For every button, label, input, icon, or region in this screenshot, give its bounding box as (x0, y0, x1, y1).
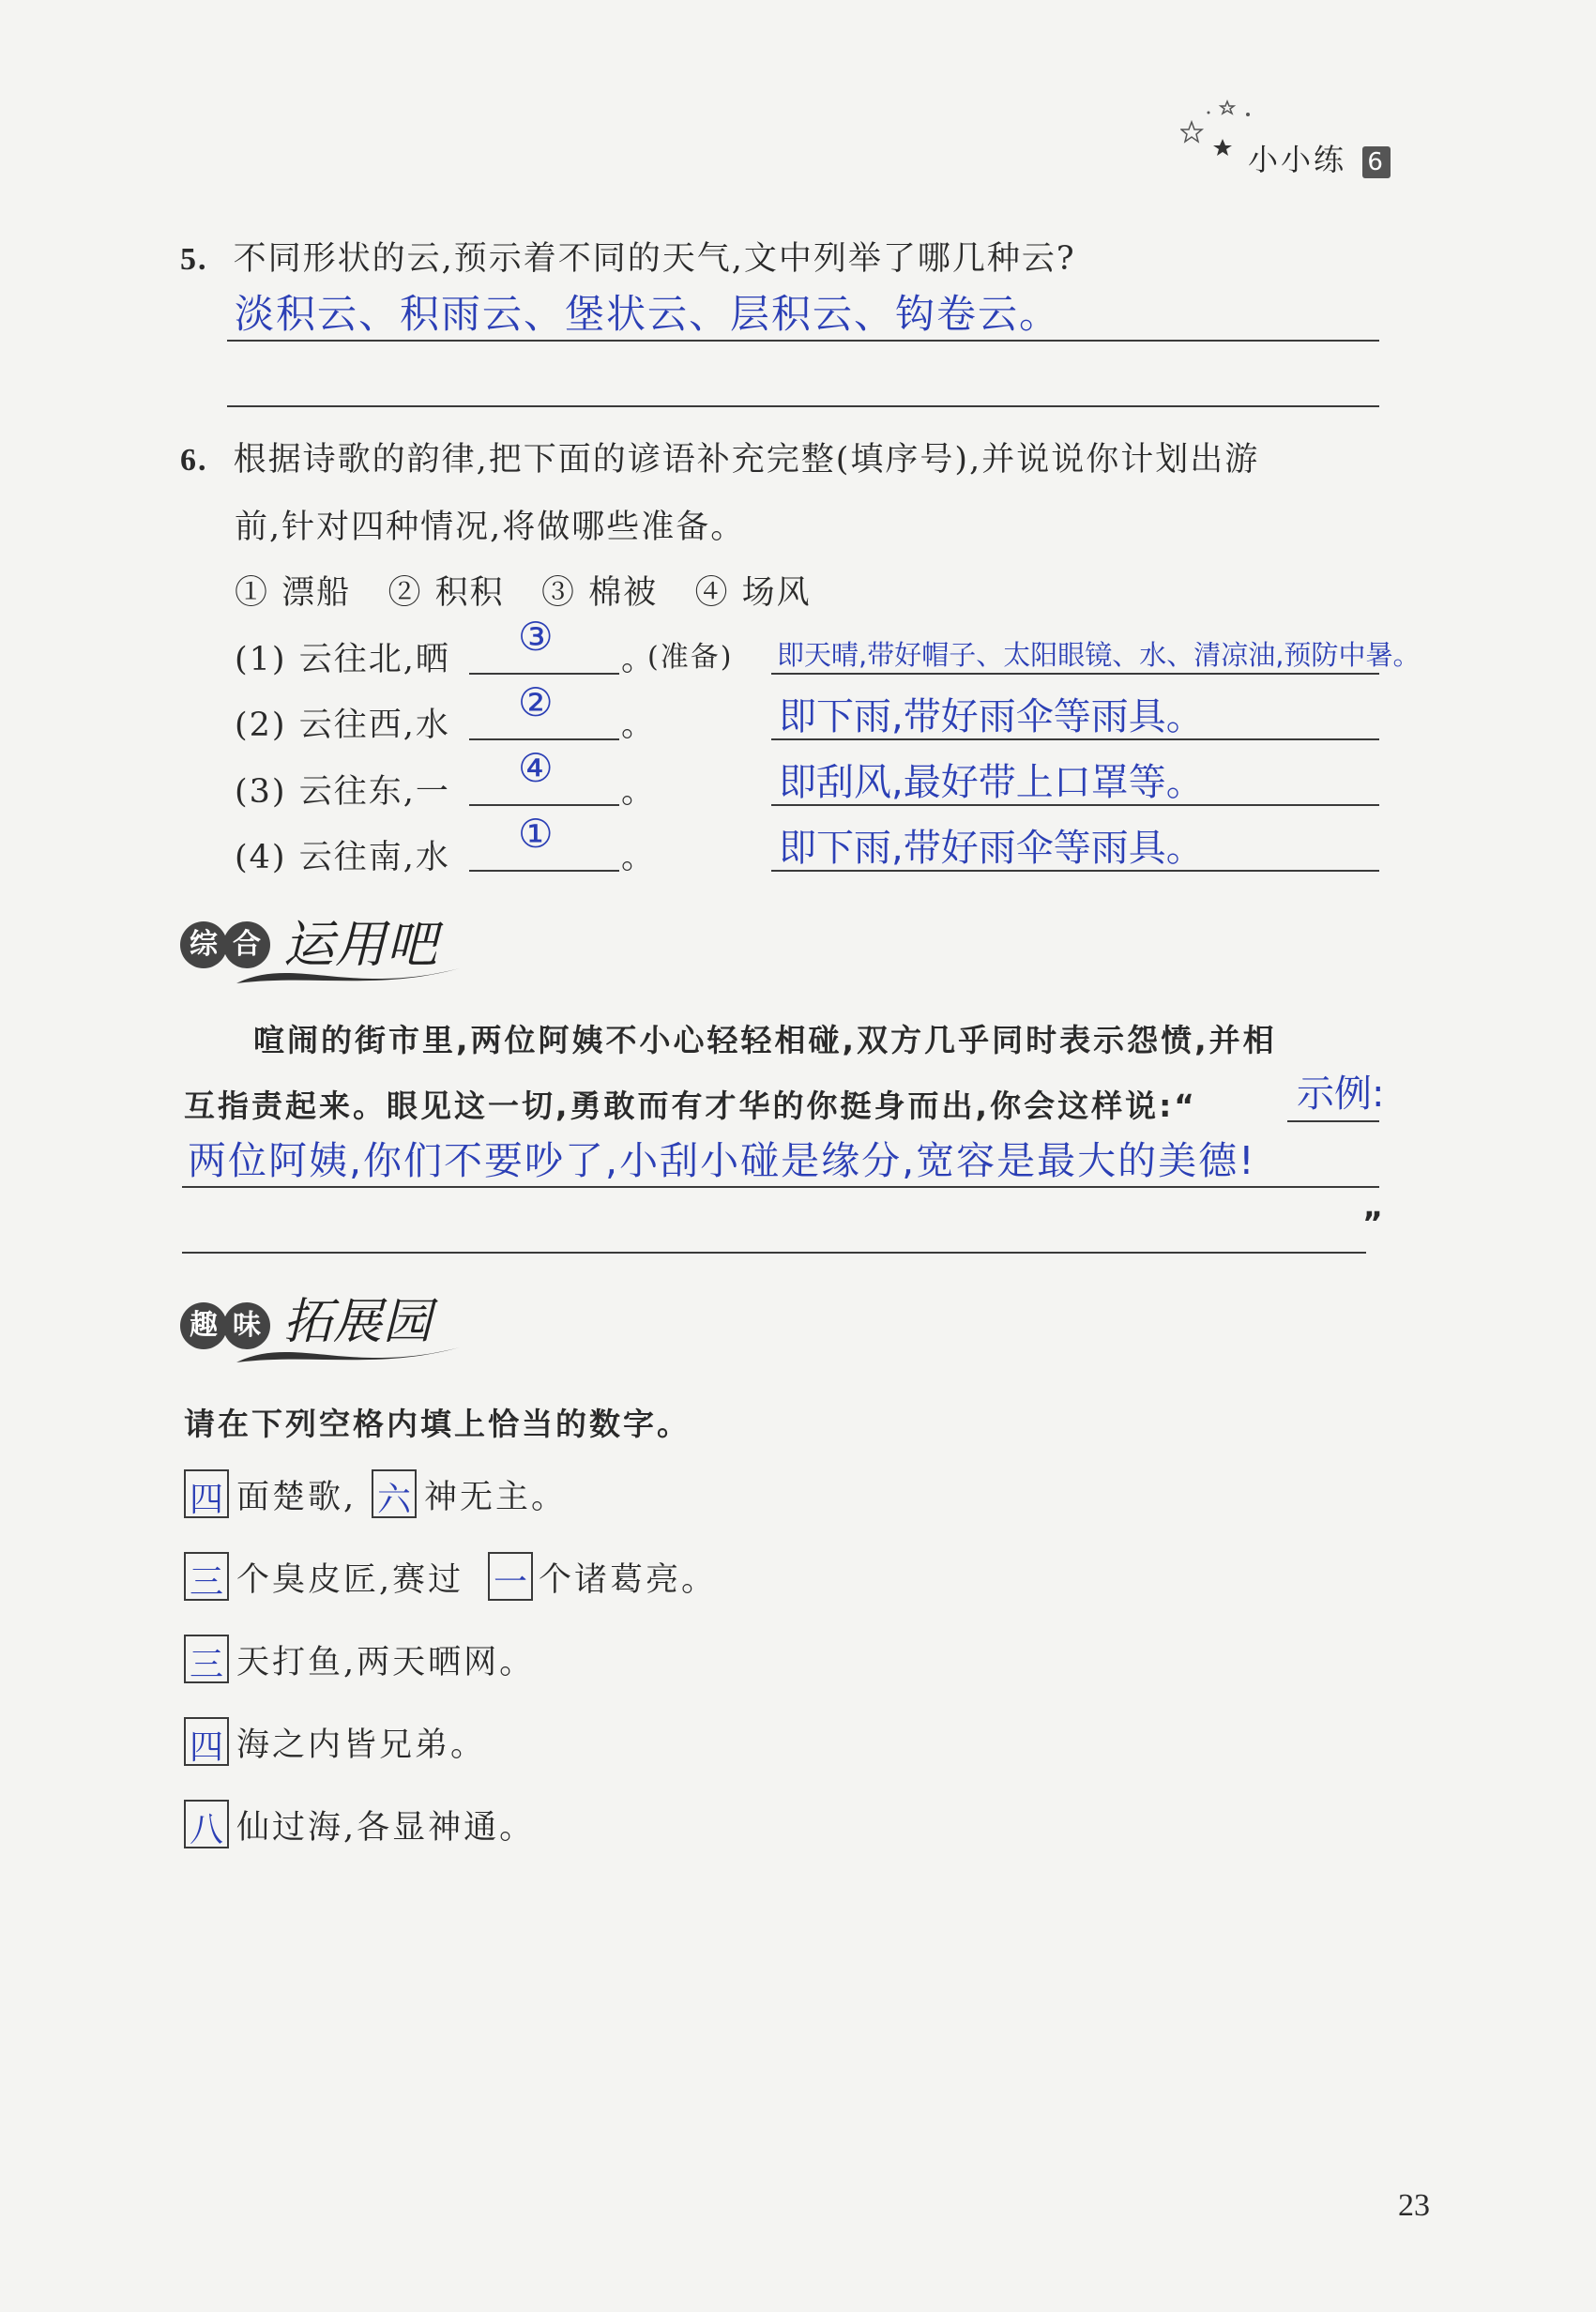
q6-item-1-suffix: 。 (621, 641, 657, 678)
q6-item-1-prep-line (771, 673, 1379, 675)
idiom-2-box-2-text: 一 (493, 1563, 527, 1602)
q6-item-4-blank (469, 870, 619, 872)
q6-item-1-blank (469, 673, 619, 675)
q6-item-1-fill: ③ (518, 614, 554, 660)
q6-text-line2: 前,针对四种情况,将做哪些准备。 (235, 509, 746, 546)
section2-title: 拓展园 (283, 1294, 433, 1350)
idiom-5-box-1-text: 八 (189, 1811, 223, 1849)
idiom-1-box-2 (372, 1469, 417, 1518)
q6-item-4-prefix: (4) 云往南,水 (235, 839, 450, 876)
section2-badge-2: 味 (223, 1302, 270, 1349)
idiom-1-text-2: 神无主。 (424, 1479, 568, 1516)
header-title-text: 小小练 (1248, 142, 1347, 177)
q6-item-4-fill: ① (518, 811, 554, 857)
idiom-2-box-1 (184, 1552, 229, 1601)
header-number-badge: 6 (1362, 146, 1391, 178)
q6-item-4-prep: 即下雨,带好雨伞等雨具。 (779, 827, 1204, 870)
idiom-1-box-1-text: 四 (189, 1481, 223, 1519)
idiom-2-box-1-text: 三 (189, 1563, 223, 1602)
section2-instruction: 请在下列空格内填上恰当的数字。 (184, 1406, 691, 1442)
q5-answer-line-2 (227, 405, 1379, 407)
q5-question (180, 233, 1076, 280)
idiom-1-box-2-text: 六 (376, 1481, 411, 1519)
section1-answer-head: 示例: (1297, 1072, 1385, 1116)
q6-item-2-prefix: (2) 云往西,水 (235, 707, 450, 744)
section1-swoosh-icon (236, 955, 462, 996)
section1-prompt-line1: 喧闹的街市里,两位阿姨不小心轻轻相碰,双方几乎同时表示怨愤,并相 (253, 1022, 1277, 1058)
idiom-3-text-1: 天打鱼,两天晒网。 (236, 1644, 536, 1681)
section1-title: 运用吧 (283, 915, 438, 974)
q6-item-3-blank (469, 804, 619, 806)
q6-item-1-prep: 即天晴,带好帽子、太阳眼镜、水、清凉油,预防中暑。 (777, 639, 1421, 671)
idiom-5-text-1: 仙过海,各显神通。 (236, 1809, 536, 1847)
q6-number: 6. (180, 443, 208, 478)
q6-item-3-fill: ④ (518, 745, 554, 791)
section1-close-quote: ” (1362, 1205, 1386, 1241)
page-number: 23 (1398, 2188, 1430, 2223)
section1-answer-line-2 (182, 1252, 1366, 1254)
section2-badge-1: 趣 (180, 1302, 227, 1349)
section1-answer-line-1 (182, 1186, 1379, 1188)
idiom-5-box-1 (184, 1800, 229, 1848)
idiom-2-box-2 (488, 1552, 533, 1601)
idiom-4-box-1 (184, 1717, 229, 1766)
q6-item-2-suffix: 。 (621, 707, 657, 744)
q6-item-3-prep-line (771, 804, 1379, 806)
q5-answer-line-1 (227, 340, 1379, 342)
q6-item-4-suffix: 。 (621, 839, 657, 876)
q6-item-2-prep-line (771, 738, 1379, 740)
q6-item-2-prep: 即下雨,带好雨伞等雨具。 (779, 695, 1204, 738)
q6-item-2-blank (469, 738, 619, 740)
q6-item-1-prefix: (1) 云往北,晒 (235, 641, 450, 678)
q6-text-line1: 根据诗歌的韵律,把下面的谚语补充完整(填序号),并说说你计划出游 (233, 441, 1260, 479)
header-title (1248, 136, 1391, 179)
idiom-2-text-1: 个臭皮匠,赛过 (236, 1561, 464, 1599)
q5-text: 不同形状的云,预示着不同的天气,文中列举了哪几种云? (233, 240, 1076, 278)
q6-options: ① 漂船 ② 积积 ③ 棉被 ④ 场风 (235, 574, 812, 612)
section1-prompt-line2: 互指责起来。眼见这一切,勇敢而有才华的你挺身而出,你会这样说:“ (184, 1088, 1197, 1124)
q5-answer: 淡积云、积雨云、堡状云、层积云、钩卷云。 (235, 291, 1061, 337)
section1-badge-1: 综 (180, 921, 227, 968)
q6-question-line1 (180, 434, 1259, 480)
section1-badge-2: 合 (223, 921, 270, 968)
q6-item-4-prep-line (771, 870, 1379, 872)
idiom-1-text-1: 面楚歌, (236, 1479, 357, 1516)
q6-item-3-prefix: (3) 云往东,一 (235, 773, 450, 811)
q5-number: 5. (180, 242, 208, 277)
idiom-1-box-1 (184, 1469, 229, 1518)
idiom-2-text-2: 个诸葛亮。 (539, 1561, 718, 1599)
idiom-3-box-1-text: 三 (189, 1646, 223, 1684)
idiom-3-box-1 (184, 1635, 229, 1683)
q6-item-3-prep: 即刮风,最好带上口罩等。 (779, 761, 1204, 804)
section1-heading (180, 901, 462, 995)
q6-prep-label: (准备) (647, 641, 734, 674)
q6-item-3-suffix: 。 (621, 773, 657, 811)
q6-item-2-fill: ② (518, 679, 554, 725)
section2-heading (180, 1276, 462, 1370)
idiom-4-text-1: 海之内皆兄弟。 (236, 1726, 487, 1764)
section1-answer-head-line (1287, 1120, 1379, 1122)
section2-swoosh-icon (236, 1334, 462, 1376)
idiom-4-box-1-text: 四 (189, 1728, 223, 1767)
section1-answer: 两位阿姨,你们不要吵了,小刮小碰是缘分,宽容是最大的美德! (188, 1138, 1256, 1183)
